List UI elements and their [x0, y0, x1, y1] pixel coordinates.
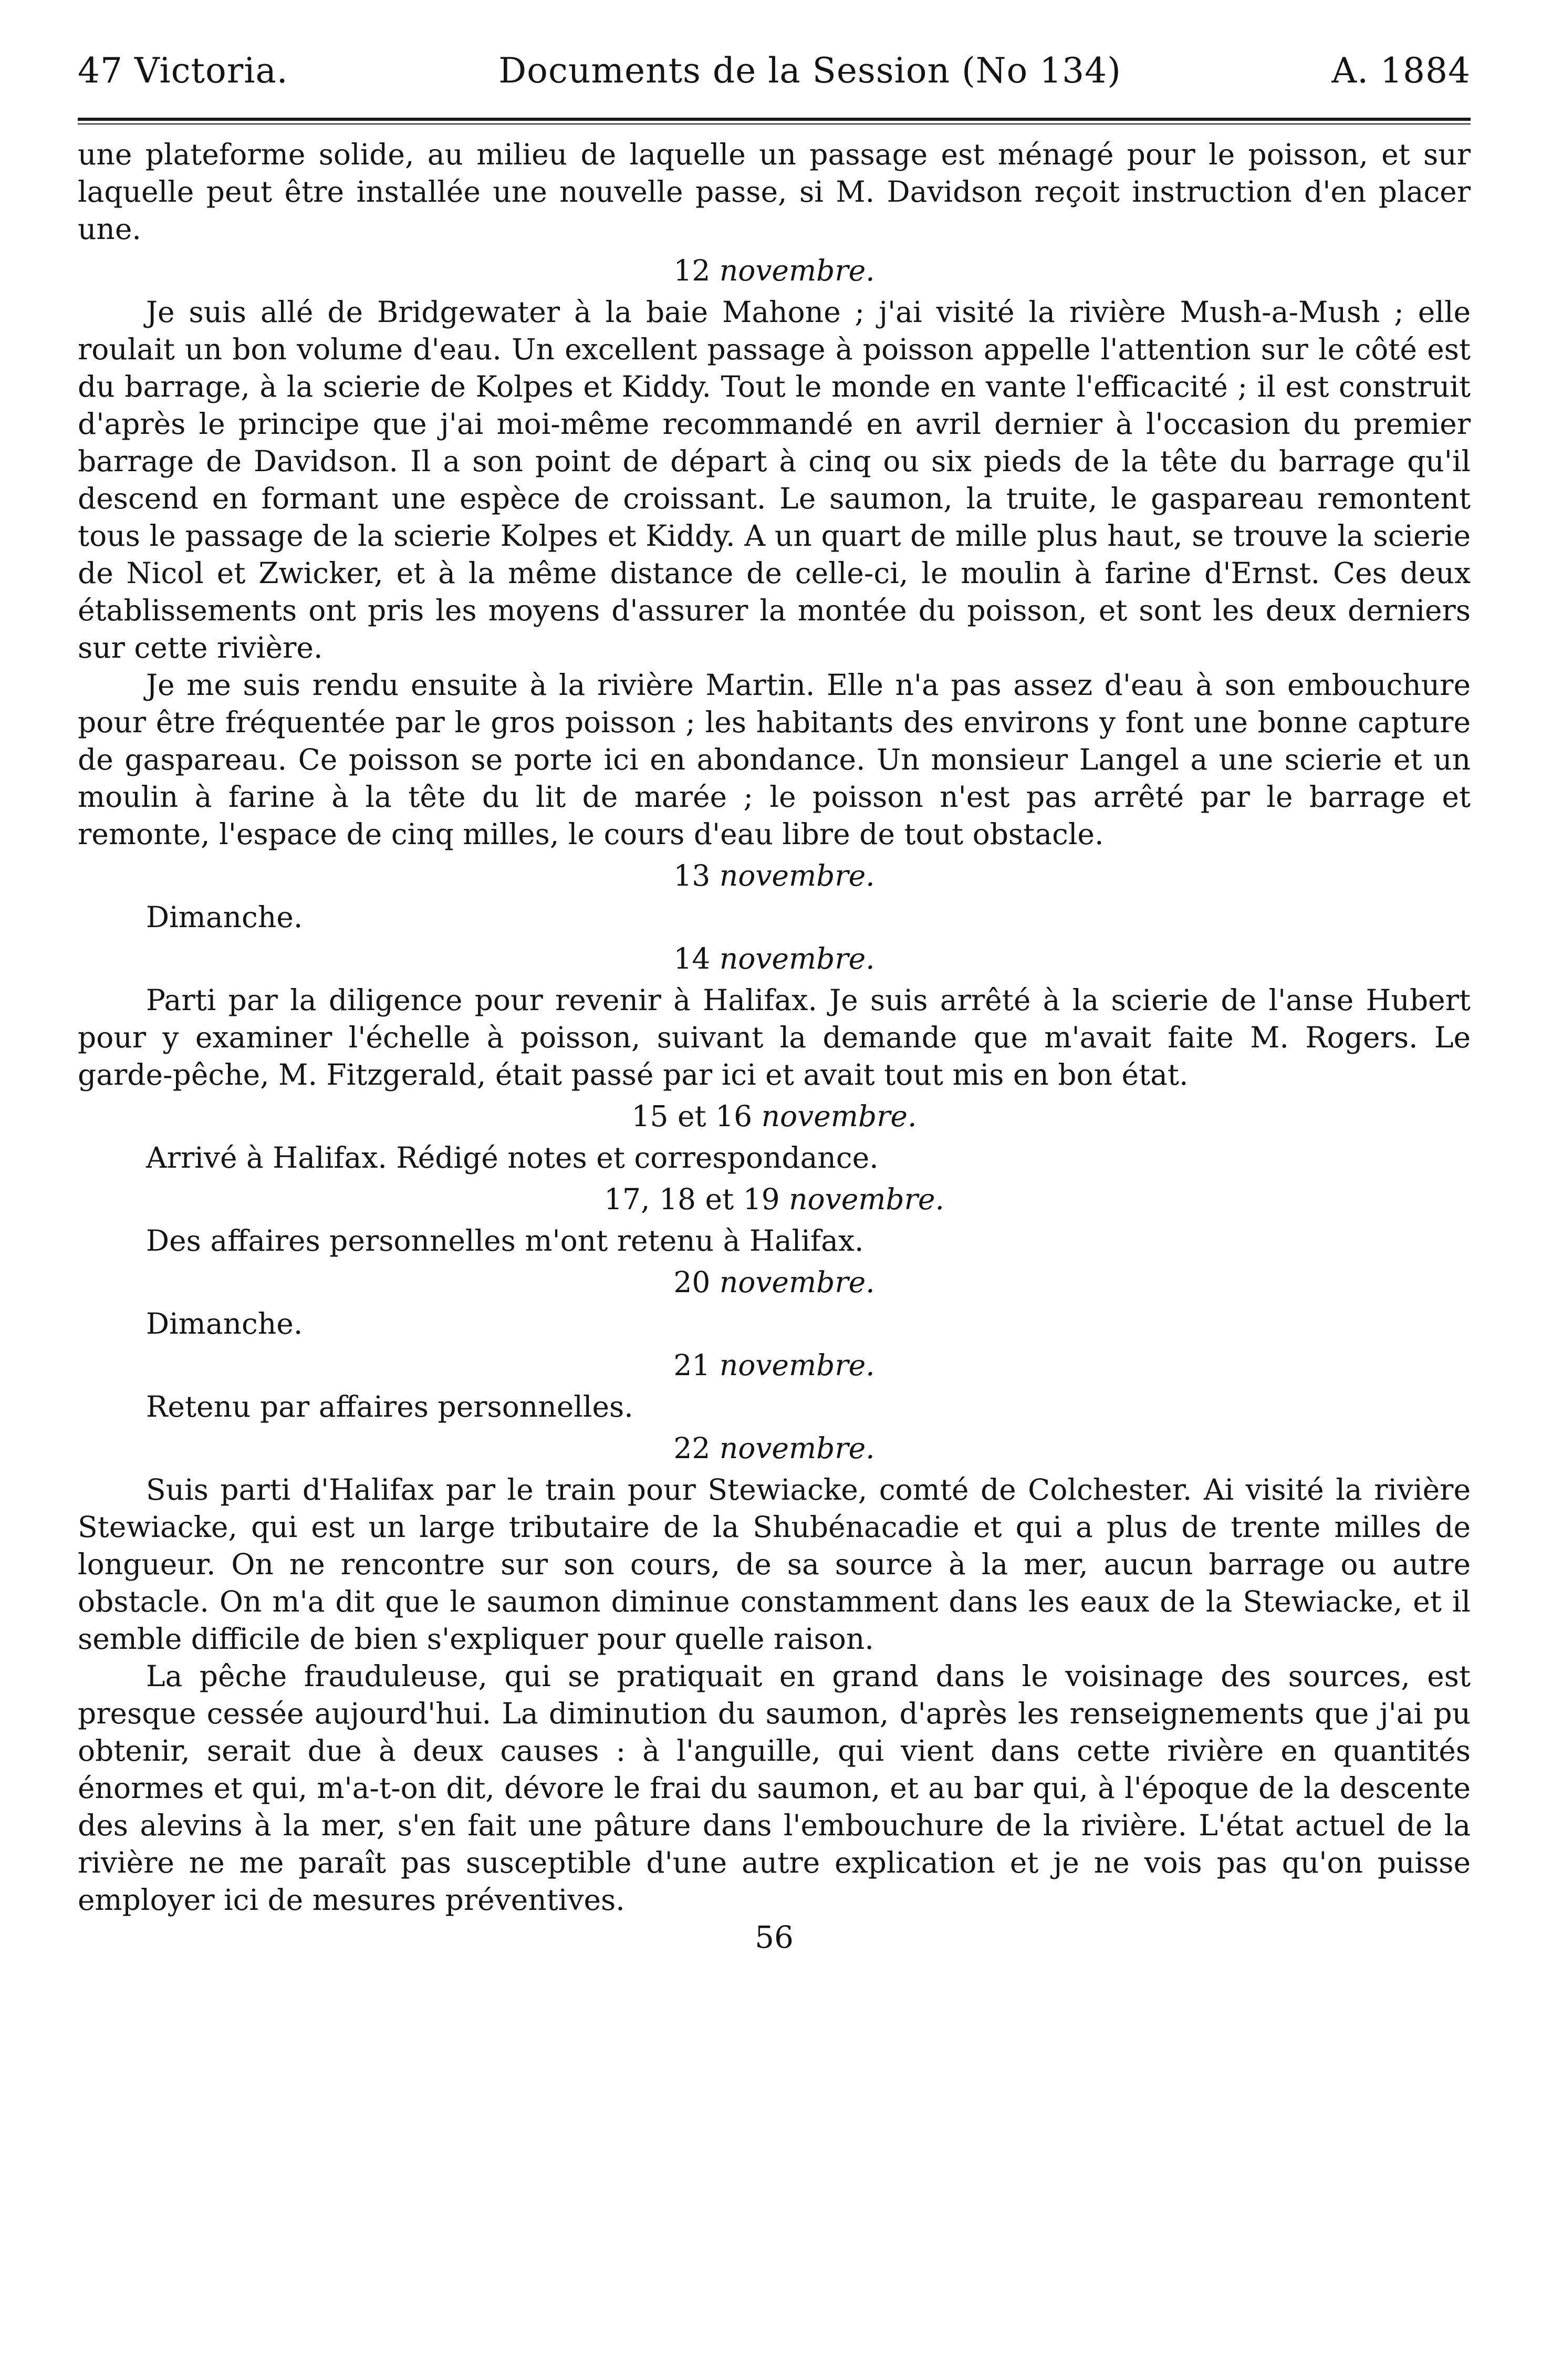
header-rule [78, 118, 1471, 124]
running-header [78, 47, 1471, 95]
paragraph: Suis parti d'Halifax par le train pour Stewiacke, comté de Colchester. Ai visité la rivière Stewiacke, qui est un large tributaire de la Shubénacadie et qui a plus de trente milles de longueur. On ne rencontre sur son cours, de sa source à la mer, aucun barrage ou autre obstacle. On m'a dit que le saumon diminue constamment dans les eaux de la Stewiacke, et il semble difficile de bien s'expliquer pour quelle raison. [78, 1473, 1471, 1656]
paragraph: Je suis allé de Bridgewater à la baie Mahone ; j'ai visité la rivière Mush-a-Mush ; elle roulait un bon volume d'eau. Un excellent passage à poisson appelle l'attention sur le côté est du barrage, à la scierie de Kolpes et Kiddy. Tout le monde en vante l'efficacité ; il est construit d'après le principe que j'ai moi-même recommandé en avril dernier à l'occasion du premier barrage de Davidson. Il a son point de départ à cinq ou six pieds de la tête du barrage qu'il descend en formant une espèce de croissant. Le saumon, la truite, le gaspareau remontent tous le passage de la scierie Kolpes et Kiddy. A un quart de mille plus haut, se trouve la scierie de Nicol et Zwicker, et à la même distance de celle-ci, le moulin à farine d'Ernst. Ces deux établissements ont pris les moyens d'assurer la montée du poisson, et sont les deux derniers sur cette rivière. [78, 295, 1471, 664]
paragraph: Dimanche. [146, 900, 303, 934]
date-heading [78, 1264, 1471, 1301]
date-month: novembre. [719, 254, 875, 287]
paragraph: une plateforme solide, au milieu de laquelle un passage est ménagé pour le poisson, et sur laquelle peut être installée une nouvelle passe, si M. Davidson reçoit instruction d'en placer une. [78, 138, 1471, 246]
paragraph: Dimanche. [146, 1307, 303, 1340]
date-heading [78, 1347, 1471, 1384]
date-month: novembre. [719, 942, 875, 975]
paragraph: Je me suis rendu ensuite à la rivière Martin. Elle n'a pas assez d'eau à son embouchure pour être fréquentée par le gros poisson ; les habitants des environs y font une bonne capture de gaspareau. Ce poisson se porte ici en abondance. Un monsieur Langel a une scierie et un moulin à farine à la tête du lit de marée ; le poisson n'est pas arrêté par le barrage et remonte, l'espace de cinq milles, le cours d'eau libre de tout obstacle. [78, 668, 1471, 851]
date-day: 12 [673, 254, 711, 287]
paragraph: La pêche frauduleuse, qui se pratiquait en grand dans le voisinage des sources, est presque cessée aujourd'hui. La diminution du saumon, d'après les renseignements que j'ai pu obtenir, serait due à deux causes : à l'anguille, qui vient dans cette rivière en quantités énormes et qui, m'a-t-on dit, dévore le frai du saumon, et au bar qui, à l'époque de la descente des alevins à la mer, s'en fait une pâture dans l'embouchure de la rivière. L'état actuel de la rivière ne me paraît pas susceptible d'une autre explication et je ne vois pas qu'on puisse employer ici de mesures préventives. [78, 1659, 1471, 1917]
date-day: 21 [673, 1348, 711, 1382]
date-month: novembre. [719, 1348, 875, 1382]
date-heading [78, 1430, 1471, 1467]
date-day: 17, 18 et 19 [604, 1182, 780, 1216]
document-page [78, 47, 1471, 1956]
paragraph: Arrivé à Halifax. Rédigé notes et correspondance. [146, 1141, 879, 1175]
date-day: 14 [673, 942, 711, 975]
date-day: 22 [673, 1431, 711, 1465]
date-day: 13 [673, 859, 711, 892]
date-month: novembre. [761, 1099, 917, 1133]
date-heading [78, 857, 1471, 895]
paragraph: Retenu par affaires personnelles. [146, 1390, 633, 1423]
date-month: novembre. [789, 1182, 944, 1216]
date-heading [78, 940, 1471, 978]
date-day: 15 et 16 [631, 1099, 753, 1133]
body-text [78, 136, 1471, 1956]
header-title: Documents de la Session (No 134) [498, 50, 1121, 91]
date-day: 20 [673, 1265, 711, 1299]
date-heading [78, 1181, 1471, 1218]
date-month: novembre. [719, 859, 875, 892]
date-month: novembre. [719, 1431, 875, 1465]
paragraph: Des affaires personnelles m'ont retenu à Halifax. [146, 1224, 864, 1257]
date-month: novembre. [719, 1265, 875, 1299]
date-heading [78, 252, 1471, 289]
paragraph: Parti par la diligence pour revenir à Halifax. Je suis arrêté à la scierie de l'anse Hubert pour y examiner l'échelle à poisson, suivant la demande que m'avait faite M. Rogers. Le garde-pêche, M. Fitzgerald, était passé par ici et avait tout mis en bon état. [78, 983, 1471, 1092]
date-heading [78, 1098, 1471, 1135]
header-year: A. 1884 [1331, 50, 1471, 91]
page-number: 56 [755, 1919, 794, 1955]
header-volume: 47 Victoria. [78, 50, 288, 91]
